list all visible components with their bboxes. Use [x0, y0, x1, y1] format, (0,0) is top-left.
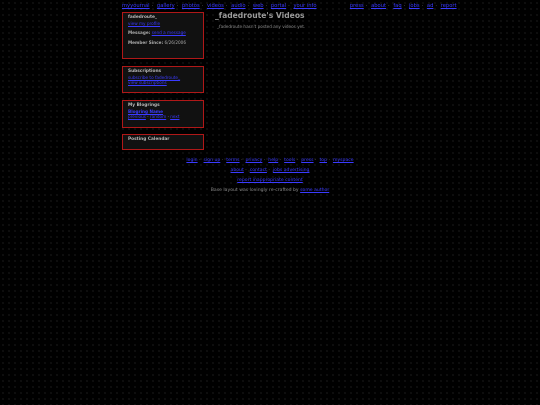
nav-link-photos[interactable]: photos — [181, 3, 200, 9]
footer-link-tools[interactable]: tools — [284, 158, 296, 163]
nav-link-about[interactable]: about — [371, 3, 387, 9]
footer-row-1 — [0, 158, 540, 163]
nav-link-press[interactable]: press — [349, 3, 364, 9]
nav-separator: · — [288, 3, 290, 9]
posting-calendar-title: Posting Calendar — [128, 137, 170, 142]
nav-separator: · — [176, 3, 179, 9]
nav-link-jobs[interactable]: jobs — [408, 3, 420, 9]
nav-separator: · — [403, 3, 406, 9]
footer-link-login[interactable]: login — [186, 158, 198, 163]
nav-link-gallery[interactable]: gallery — [156, 3, 175, 9]
footer-separator: · — [315, 158, 317, 163]
nav-link-audio[interactable]: audio — [231, 3, 246, 9]
footer-link-top[interactable]: top — [319, 158, 327, 163]
nav-link-ad[interactable]: ad — [426, 3, 434, 9]
nav-link-myyournal[interactable]: myyournal — [122, 3, 150, 9]
nav-separator: · — [151, 3, 154, 9]
nav-separator: · — [421, 3, 424, 9]
footer-credit-text: Base layout was lovingly re-crafted by — [210, 188, 299, 193]
nav-separator: · — [388, 3, 390, 9]
footer-separator: · — [199, 158, 201, 163]
view-profile-link[interactable]: view my profile — [128, 20, 161, 26]
nav-separator: · — [225, 3, 228, 9]
footer-separator: · — [241, 158, 243, 163]
footer-link-about[interactable]: about — [230, 168, 244, 173]
blogrings-title: My Blogrings — [128, 103, 160, 108]
footer-link-myspace[interactable]: myspace — [332, 158, 354, 163]
nav-separator: · — [201, 3, 204, 9]
no-videos-message: _fadedroute hasn't posted any videos yet. — [217, 24, 306, 29]
member-since-value: 6/26/2006 — [164, 39, 186, 45]
footer-separator: · — [268, 168, 270, 173]
profile-box — [122, 12, 204, 59]
footer-separator: · — [263, 158, 266, 163]
blogring-name-link[interactable]: Blogring Name — [128, 108, 163, 114]
footer-credit-link[interactable]: some author — [300, 188, 330, 193]
footer-link-report[interactable]: report inappropriate content — [237, 178, 303, 183]
footer-link-terms[interactable]: terms — [226, 158, 240, 163]
nav-link-your-info[interactable]: your info — [293, 3, 317, 9]
footer-link-privacy[interactable]: privacy — [245, 158, 263, 163]
footer-row-2 — [0, 168, 540, 173]
messages-label: Message: — [128, 30, 151, 35]
nav-link-videos[interactable]: videos — [206, 3, 224, 9]
subscriptions-title: Subscriptions — [128, 69, 162, 74]
nav-separator: · — [435, 3, 438, 9]
footer-separator: · — [296, 158, 299, 163]
top-navigation — [122, 3, 457, 9]
member-since-label: Member Since: — [128, 39, 164, 45]
blogring-previous-link[interactable]: previous — [128, 114, 146, 119]
footer-row-4 — [0, 188, 540, 193]
subscribe-link[interactable]: subscribe to fadedroute_ — [128, 74, 181, 80]
blogring-separator: · — [147, 114, 150, 119]
footer-link-press[interactable]: press — [301, 158, 314, 163]
blogring-random-link[interactable]: random — [149, 114, 167, 119]
footer-link-sign-up[interactable]: sign up — [203, 158, 221, 163]
footer-link-help[interactable]: help — [268, 158, 279, 163]
nav-link-portal[interactable]: portal — [270, 3, 287, 9]
nav-link-web[interactable]: web — [252, 3, 264, 9]
footer-link-jobs-advertising[interactable]: jobs advertising — [272, 168, 310, 173]
page-title: _fadedroute's Videos — [215, 11, 305, 20]
footer-row-3 — [0, 178, 540, 183]
profile-username: fadedroute_ — [128, 15, 158, 20]
footer-separator: · — [221, 158, 224, 163]
send-message-link[interactable]: send a message — [151, 30, 186, 35]
posting-calendar-box — [122, 134, 204, 150]
nav-separator: · — [247, 3, 250, 9]
blogring-nav — [128, 114, 198, 120]
nav-link-faq[interactable]: faq — [393, 3, 402, 9]
footer-link-contact[interactable]: contact — [249, 168, 267, 173]
blogring-separator: · — [167, 114, 171, 119]
footer-separator: · — [328, 158, 330, 163]
footer-separator: · — [245, 168, 247, 173]
nav-link-report[interactable]: report — [440, 3, 457, 9]
blogring-next-link[interactable]: next — [170, 114, 180, 119]
footer-separator: · — [279, 158, 282, 163]
blogrings-box — [122, 100, 204, 128]
nav-separator: · — [265, 3, 268, 9]
nav-separator: · — [365, 3, 368, 9]
view-subscriptions-link[interactable]: view subscriptions — [128, 80, 167, 85]
member-since-row — [128, 40, 198, 46]
subscriptions-box — [122, 66, 204, 93]
